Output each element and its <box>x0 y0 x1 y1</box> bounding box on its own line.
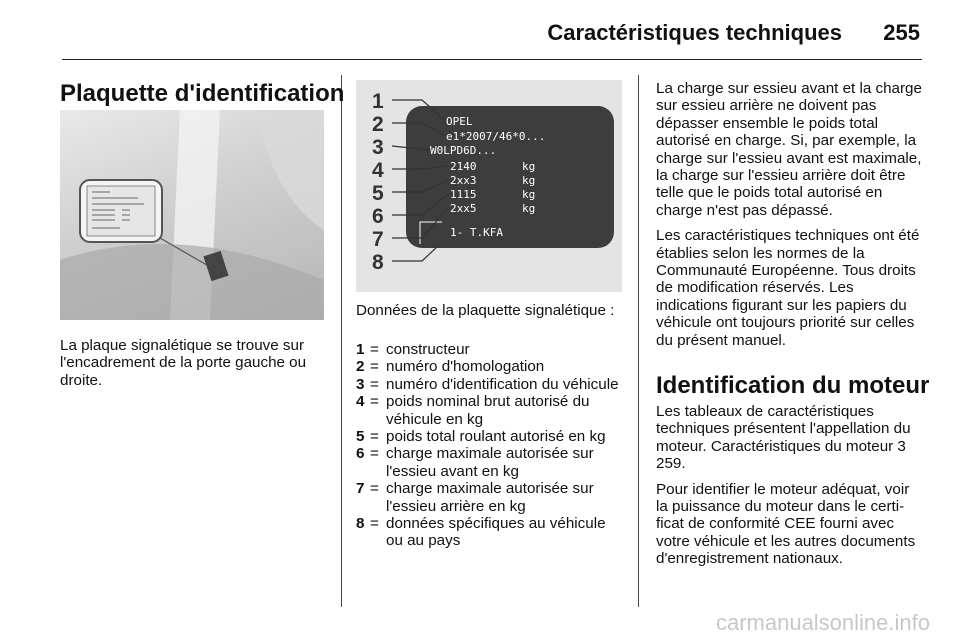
column-divider-1 <box>341 75 342 607</box>
list-item: 7 = charge maximale autorisée sur l'essieu arrière en kg <box>356 480 594 515</box>
standards-paragraph: Les caractéristiques techniques ont été établies selon les normes de la Communauté Européenne. Tous droits de modification réservés. Les indications figurant sur les papiers du véhicule ont toujours priorité sur celles du présent manuel. <box>656 227 920 349</box>
plate-line-3: W0LPD6D... <box>430 144 497 157</box>
engine-tables-paragraph: Les tableaux de caractéristiques techniques présentent l'appellation du moteur. Caractéristiques du moteur 3 259. <box>656 403 911 473</box>
header-rule <box>62 59 922 60</box>
plate-data-intro: Données de la plaquette signalétique : <box>356 302 615 319</box>
section-title-plaquette: Plaquette d'identification <box>60 80 345 107</box>
page-number: 255 <box>883 20 920 45</box>
plate-unit-3: kg <box>522 188 536 201</box>
section-title-moteur: Identification du moteur <box>656 372 930 399</box>
plate-line-1: OPEL <box>446 115 473 128</box>
plate-line-5: 2xx3 <box>450 174 477 187</box>
list-item: 6 = charge maximale autorisée sur l'essieu avant en kg <box>356 445 594 480</box>
plate-line-4: 2140 <box>450 160 477 173</box>
plate-line-8: 1- T.KFA <box>450 226 503 239</box>
list-item: 5 = poids total roulant autorisé en kg <box>356 428 606 446</box>
engine-id-text <box>656 403 924 576</box>
list-item: 1 = constructeur <box>356 341 470 358</box>
plate-data-list <box>356 341 626 550</box>
list-item: 2 = numéro d'homologation <box>356 358 545 376</box>
plate-diagram <box>356 80 622 292</box>
column-divider-2 <box>638 75 639 607</box>
plate-unit-1: kg <box>522 160 536 173</box>
plate-location-paragraph: La plaque signalétique se trouve sur l'encadrement de la porte gauche ou droite. <box>60 337 307 389</box>
list-item: 3 = numéro d'identification du véhicule <box>356 375 619 393</box>
list-item: 4 = poids nominal brut autorisé du véhicule en kg <box>356 393 590 428</box>
running-title: Caractéristiques techniques <box>547 20 842 45</box>
engine-power-paragraph: Pour identifier le moteur adéquat, voir la puissance du moteur dans le certificat de conformité CEE fourni avec votre véhicule et les autres documents d'enregistrement nationaux. <box>656 480 916 568</box>
plate-line-2: e1*2007/46*0... <box>446 130 546 143</box>
identification-plate-figure <box>356 80 622 292</box>
column-3-text <box>656 80 924 357</box>
door-frame-photo <box>60 110 324 320</box>
callout-2: 2 <box>372 113 384 136</box>
callout-7: 7 <box>372 228 384 251</box>
plate-line-6: 1115 <box>450 188 477 201</box>
callout-4: 4 <box>372 159 384 182</box>
plate-unit-4: kg <box>522 202 536 215</box>
callout-5: 5 <box>372 182 384 205</box>
watermark: carmanualsonline.info <box>715 610 930 635</box>
callout-3: 3 <box>372 136 384 159</box>
axle-load-paragraph: La charge sur essieu avant et la charge sur essieu arrière ne doivent pas dépasser ensemble le poids total autorisé en charge. Si, par exemple, la charge sur l'essieu avant est maximale, la charge sur l'essieu arrière doit être telle que le poids total autorisé en charge n'est pas dépassé. <box>656 80 922 219</box>
plate-unit-2: kg <box>522 174 536 187</box>
plate-line-7: 2xx5 <box>450 202 477 215</box>
callout-1: 1 <box>372 90 384 113</box>
list-item: 8 = données spécifiques au véhicule ou au pays <box>356 515 606 550</box>
page-header <box>0 0 960 60</box>
callout-8: 8 <box>372 251 384 274</box>
door-frame-illustration <box>60 110 324 320</box>
callout-6: 6 <box>372 205 384 228</box>
